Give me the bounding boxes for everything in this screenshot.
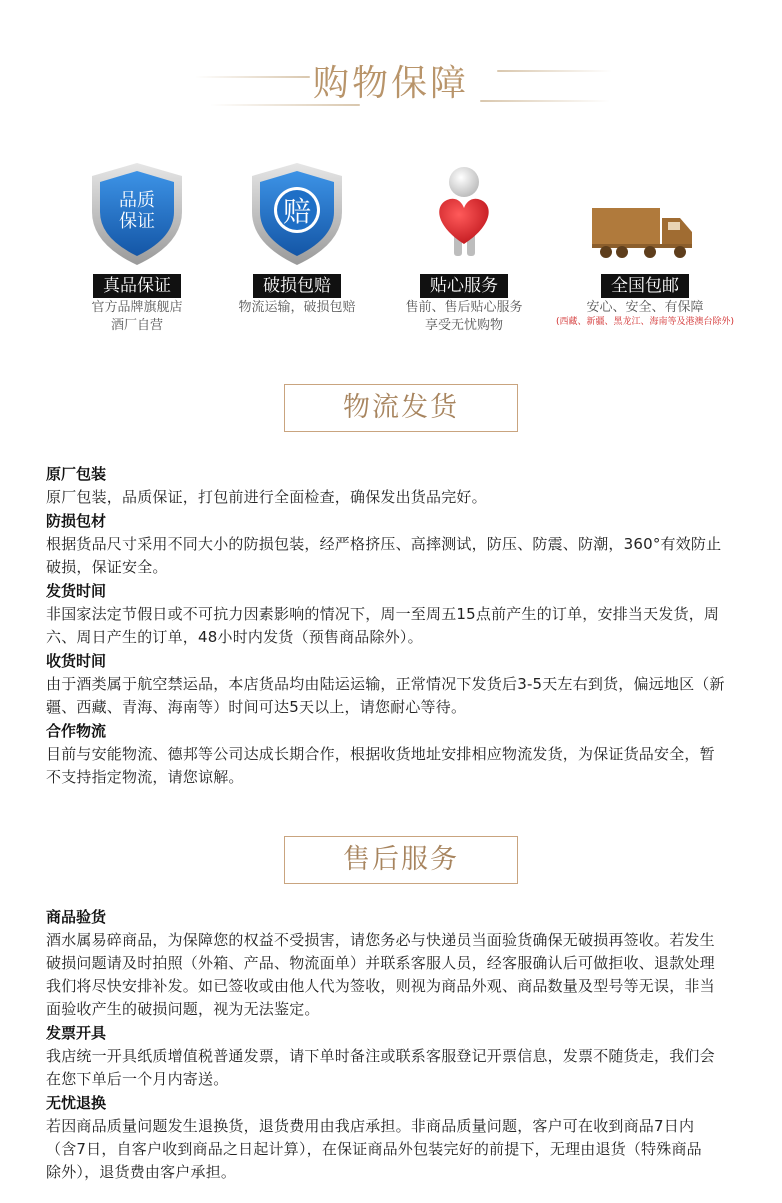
section-text: 原厂包装，品质保证，打包前进行全面检查，确保发出货品完好。: [46, 488, 487, 506]
section-text: 在您下单后一个月内寄送。: [46, 1070, 229, 1088]
logistics-content: [46, 462, 752, 789]
section-heading: 无忧退换: [46, 1094, 107, 1112]
guarantee-desc: 官方品牌旗舰店: [91, 300, 183, 315]
guarantee-label: 破损包赔: [253, 274, 341, 298]
badge-text: 品质: [119, 190, 155, 211]
section-heading: 商品验货: [46, 908, 107, 926]
section-heading: 合作物流: [46, 722, 107, 740]
guarantee-desc: 安心、安全、有保障: [586, 300, 704, 315]
section-text: 由于酒类属于航空禁运品，本店货品均由陆运运输，正常情况下发货后3-5天左右到货，偏远地区（新: [46, 675, 725, 693]
compensation-shield-icon: [247, 160, 347, 268]
delivery-truck-icon: [590, 160, 700, 268]
section-text: 目前与安能物流、德邦等公司达成长期合作，根据收货地址安排相应物流发货，为保证货品安全，暂: [46, 745, 715, 763]
guarantee-note: (西藏、新疆、黑龙江、海南等及港澳台除外): [555, 317, 735, 327]
heart-figure-icon: [414, 160, 514, 268]
section-title-after-sales: 售后服务: [284, 836, 518, 884]
section-heading: 发货时间: [46, 582, 107, 600]
section-text: 非国家法定节假日或不可抗力因素影响的情况下，周一至周五15点前产生的订单，安排当天发货，周: [46, 605, 720, 623]
guarantee-label: 真品保证: [93, 274, 181, 298]
section-heading: 收货时间: [46, 652, 107, 670]
section-heading: 原厂包装: [46, 465, 107, 483]
section-text: （含7日，自客户收到商品之日起计算），在保证商品外包装完好的前提下，无理由退货（特殊商品: [46, 1140, 702, 1158]
section-text: 酒水属易碎商品，为保障您的权益不受损害，请您务必与快递员当面验货确保无破损再签收。若发生: [46, 931, 715, 949]
section-text: 破损问题请及时拍照（外箱、产品、物流面单）并联系客服人员，经客服确认后可做拒收、退款处理: [46, 954, 715, 972]
guarantee-service: [369, 160, 559, 334]
section-heading: 发票开具: [46, 1024, 107, 1042]
section-text: 我们将尽快安排补发。如已签收或由他人代为签收，则视为商品外观、商品数量及型号等无误，非当: [46, 977, 715, 995]
section-text: 若因商品质量问题发生退换货，退货费用由我店承担。非商品质量问题，客户可在收到商品7日内: [46, 1117, 695, 1135]
guarantee-desc: 享受无忧购物: [424, 318, 503, 333]
badge-text: 赔: [282, 195, 312, 228]
quality-shield-icon: [87, 160, 187, 268]
section-text: 六、周日产生的订单，48小时内发货（预售商品除外）。: [46, 628, 423, 646]
section-text: 疆、西藏、青海、海南等）时间可达5天以上，请您耐心等待。: [46, 698, 467, 716]
section-text: 除外），退货费由客户承担。: [46, 1163, 237, 1181]
after-sales-content: [46, 905, 752, 1184]
section-text: 面验收产生的破损问题，视为无法鉴定。: [46, 1000, 320, 1018]
guarantee-desc: 物流运输，破损包赔: [238, 300, 356, 315]
section-title-logistics: 物流发货: [284, 384, 518, 432]
guarantee-desc: 售前、售后贴心服务: [405, 300, 523, 315]
section-text: 不支持指定物流，请您谅解。: [46, 768, 244, 786]
badge-text: 保证: [119, 211, 155, 232]
guarantee-damage: [202, 160, 392, 316]
section-heading: 防损包材: [46, 512, 107, 530]
section-text: 我店统一开具纸质增值税普通发票，请下单时备注或联系客服登记开票信息，发票不随货走，我们会: [46, 1047, 715, 1065]
guarantee-label: 贴心服务: [420, 274, 508, 298]
section-text: 根据货品尺寸采用不同大小的防损包装，经严格挤压、高摔测试，防压、防震、防潮，360°有效防止: [46, 535, 722, 553]
section-text: 破损，保证安全。: [46, 558, 168, 576]
guarantee-desc: 酒厂自营: [110, 318, 163, 333]
guarantee-shipping: [550, 160, 740, 328]
page-title: 购物保障: [312, 63, 469, 104]
guarantee-label: 全国包邮: [601, 274, 689, 298]
